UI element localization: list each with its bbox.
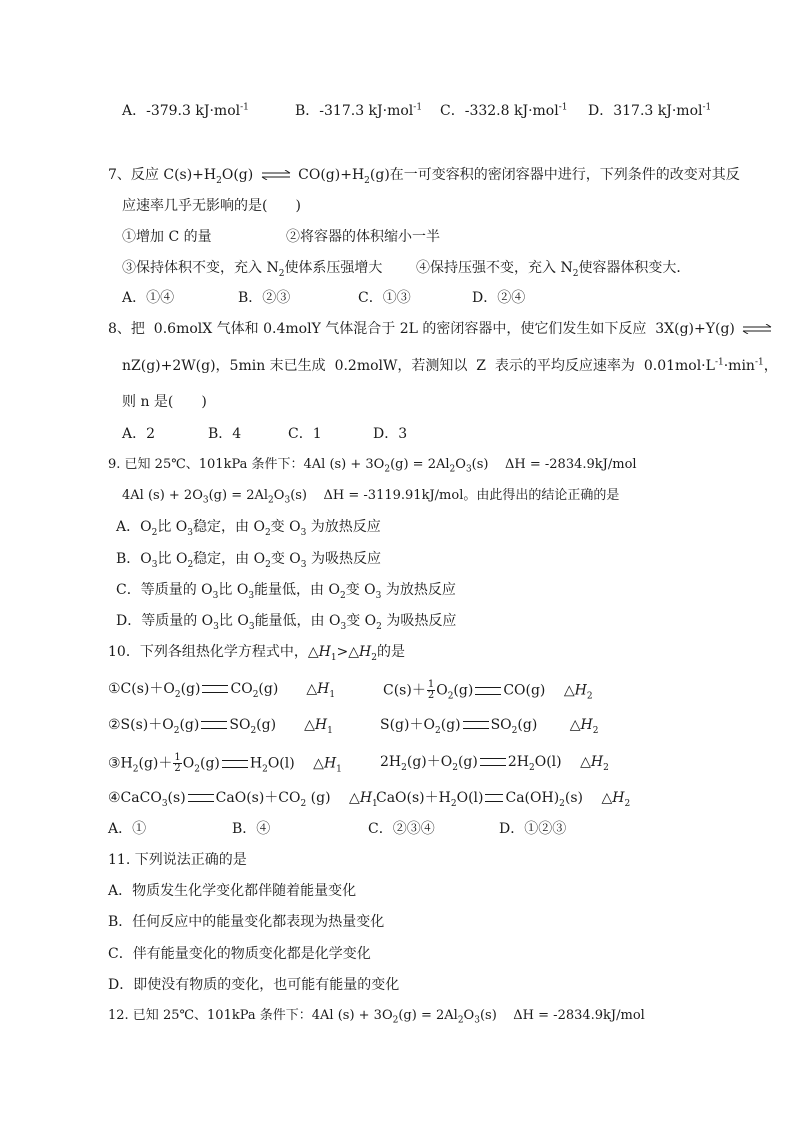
q10-option-a: A．①	[108, 821, 147, 837]
equals-sign-icon	[475, 687, 501, 695]
q11-option-d: D．即使没有物质的变化，也可能有能量的变化	[108, 977, 400, 993]
q6-option-b: B．-317.3 kJ·mol$^{-1}$	[295, 102, 423, 119]
q9-option-a: A．$O_2$比 $O_3$稳定，由 $O_2$变 $O_3$ 为放热反应	[116, 519, 381, 538]
q11-stem: 11. 下列说法正确的是	[108, 852, 247, 868]
q8-stem-line2: nZ(g)+2W(g)，5min 末已生成 0.2molW，若测知以 Z 表示的平均反应速率为 $0.01mol\cdot L^{-1}\cdot\min^{-1}$，	[122, 357, 778, 374]
q7-stem-line2: 应速率几乎无影响的是( )	[122, 198, 301, 214]
reversible-arrow-icon	[261, 170, 291, 180]
q6-option-d: D．317.3 kJ·mol$^{-1}$	[588, 102, 712, 119]
fraction-one-half: $\frac{1}{2}$	[174, 752, 181, 774]
q9-stem-line2: 4Al $(s) + 2O_3(g) = 2Al_2O_3(s)$ ΔH = -3119.91kJ/mol。由此得出的结论正确的是	[122, 488, 620, 506]
q9-stem-line1: 9. 已知 25℃、101kPa 条件下：4Al $(s) + 3O_2(g) = 2Al_2O_3(s)$ ΔH = -2834.9kJ/mol	[108, 457, 637, 475]
q11-option-a: A．物质发生化学变化都伴随着能量变化	[108, 883, 357, 899]
q10-stem: 10．下列各组热化学方程式中，$\triangle H_1>\triangle H_2$的是	[108, 644, 405, 663]
q8-stem-line3: 则 n 是( )	[122, 394, 207, 410]
q6-option-c: C．-332.8 kJ·mol$^{-1}$	[440, 102, 568, 119]
q10-row2-left: $②S(s)+O_2(g)$ $SO_2(g)$ $\triangle H_1$	[108, 717, 333, 736]
q7-option-d: D．②④	[472, 290, 526, 306]
q10-option-b: B．④	[232, 821, 271, 837]
q10-row4-right: $CaO(s)+H_2O(l)$ $Ca(OH)_2(s)$ $\triangle H_2$	[376, 790, 631, 809]
q7-condition-3: ③保持体积不变，充入 $N_2$使体系压强增大	[122, 260, 383, 279]
q10-option-d: D．①②③	[499, 821, 567, 837]
q10-row2-right: $S(g)+O_2(g)$ $SO_2(g)$ $\triangle H_2$	[380, 717, 599, 736]
q10-option-c: C．②③④	[368, 821, 435, 837]
q12-stem-line1: 12. 已知 25℃、101kPa 条件下：4Al $(s) + 3O_2(g) = 2Al_2O_3(s)$ ΔH = -2834.9kJ/mol	[108, 1008, 645, 1026]
q10-row1-right: C(s)＋ $\frac{1}{2}$ $O_2(g)$ CO(g) $\triangle H_2$	[383, 679, 593, 702]
equals-sign-icon	[202, 685, 228, 693]
q8-option-c: C．1	[288, 426, 322, 442]
q7-option-c: C．①③	[358, 290, 411, 306]
q7-option-b: B．②③	[238, 290, 291, 306]
q11-option-b: B．任何反应中的能量变化都表现为热量变化	[108, 914, 385, 930]
equals-sign-icon	[222, 760, 248, 768]
q8-option-a: A．2	[122, 426, 156, 442]
q10-row4-left: ④CaCO$_3$(s) $CaO(s)+CO_2$ (g) $\triangle H_1$	[108, 790, 378, 809]
equals-sign-icon	[463, 721, 489, 729]
q8-option-b: B．4	[208, 426, 242, 442]
q7-condition-1: ①增加 C 的量	[122, 229, 212, 245]
q10-row3-right: $2H_2(g)+O_2(g)$ $2H_2O(l)$ $\triangle H_2$	[380, 754, 609, 773]
q8-stem-line1: 8、把 0.6molX 气体和 0.4molY 气体混合于 2L 的密闭容器中，使它们发生如下反应 3X(g)+Y(g)	[108, 320, 775, 338]
equals-sign-icon	[188, 794, 214, 802]
q7-stem-line1: 7、反应 $C(s)+H_2O(g)$ $CO(g)+H_2(g)$在一可变容积的密闭容器中进行，下列条件的改变对其反	[108, 167, 740, 186]
reversible-arrow-icon	[742, 324, 772, 334]
q9-option-c: C．等质量的 $O_3$比 $O_3$能量低，由 $O_2$变 $O_3$ 为放热反应	[116, 582, 456, 601]
equals-sign-icon	[485, 794, 503, 802]
q11-option-c: C．伴有能量变化的物质变化都是化学变化	[108, 946, 371, 962]
q9-option-b: B．$O_3$比 $O_2$稳定，由 $O_2$变 $O_3$ 为吸热反应	[116, 551, 381, 570]
q9-option-d: D．等质量的 $O_3$比 $O_3$能量低，由 $O_3$变 $O_2$ 为吸热反应	[116, 613, 457, 632]
q7-condition-4: ④保持压强不变，充入 $N_2$使容器体积变大．	[416, 260, 691, 279]
equals-sign-icon	[480, 758, 506, 766]
q10-row3-left: $③H_2(g)+$ $\frac{1}{2}$ $O_2(g)$ $H_2O(l)$ $\triangle H_1$	[108, 752, 342, 775]
equals-sign-icon	[201, 721, 227, 729]
q10-row1-left: $①C(s)+O_2(g)$ $CO_2(g)$ $\triangle H_1$	[108, 681, 336, 700]
q6-option-a: A．-379.3 kJ·mol$^{-1}$	[122, 102, 249, 119]
q7-option-a: A．①④	[122, 290, 175, 306]
fraction-one-half: $\frac{1}{2}$	[427, 679, 435, 701]
q8-option-d: D．3	[373, 426, 408, 442]
q7-condition-2: ②将容器的体积缩小一半	[286, 229, 440, 245]
